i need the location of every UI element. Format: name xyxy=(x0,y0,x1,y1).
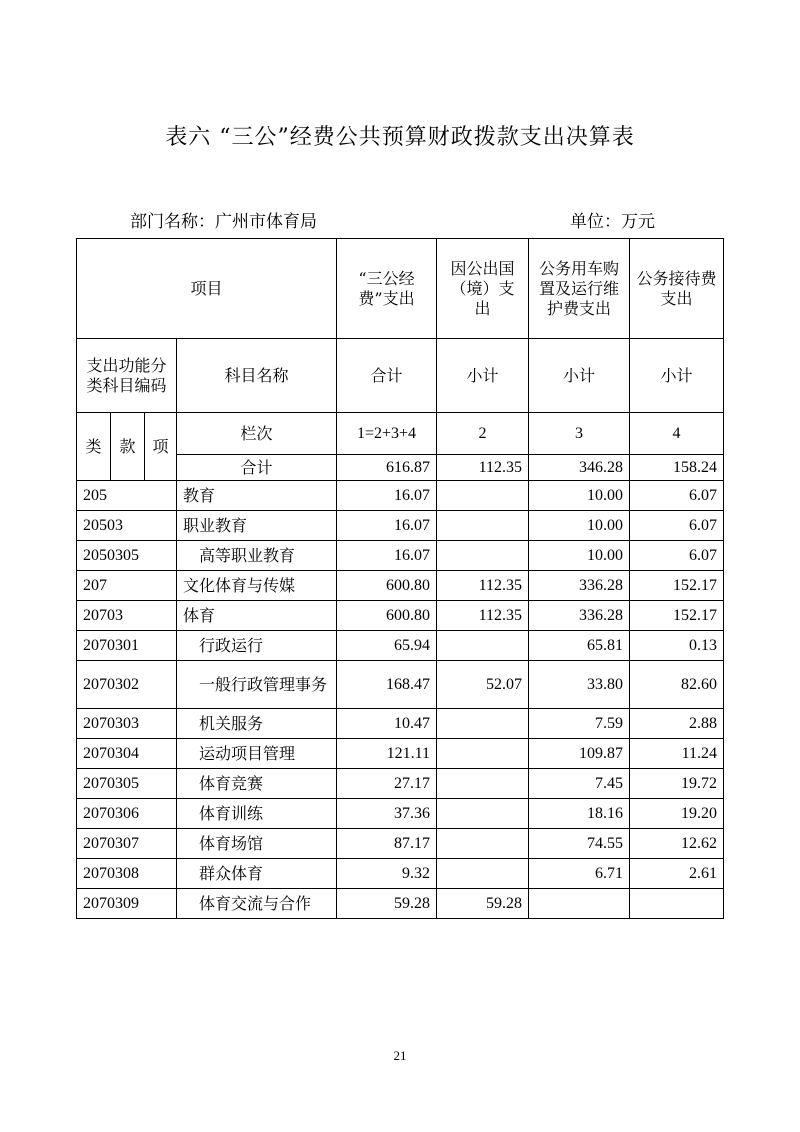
header-subject-name: 科目名称 xyxy=(177,339,337,413)
row-total: 9.32 xyxy=(337,859,437,889)
row-name: 机关服务 xyxy=(177,709,337,739)
row-vehicle: 109.87 xyxy=(529,739,630,769)
expenditure-table xyxy=(76,238,724,919)
row-total: 121.11 xyxy=(337,739,437,769)
header-lanci: 栏次 xyxy=(177,413,337,455)
page-title: 表六 “三公”经费公共预算财政拨款支出决算表 xyxy=(165,125,635,150)
row-name: 高等职业教育 xyxy=(177,541,337,571)
row-abroad: 112.35 xyxy=(437,601,529,631)
row-abroad xyxy=(437,739,529,769)
row-abroad xyxy=(437,631,529,661)
row-code: 2070308 xyxy=(77,859,177,889)
row-total: 59.28 xyxy=(337,889,437,919)
header-col-total: “三公经费”支出 xyxy=(337,239,437,339)
row-name: 体育场馆 xyxy=(177,829,337,859)
row-code: 2070307 xyxy=(77,829,177,859)
row-vehicle: 7.45 xyxy=(529,769,630,799)
row-reception: 19.72 xyxy=(630,769,724,799)
row-abroad xyxy=(437,481,529,511)
row-code: 2070301 xyxy=(77,631,177,661)
total-abroad: 112.35 xyxy=(437,455,529,481)
table-row xyxy=(77,799,724,829)
row-total: 600.80 xyxy=(337,571,437,601)
table-row xyxy=(77,661,724,709)
row-total: 168.47 xyxy=(337,661,437,709)
row-name: 群众体育 xyxy=(177,859,337,889)
row-reception: 6.07 xyxy=(630,481,724,511)
row-total: 87.17 xyxy=(337,829,437,859)
row-abroad xyxy=(437,769,529,799)
row-code: 20503 xyxy=(77,511,177,541)
row-abroad: 52.07 xyxy=(437,661,529,709)
row-total: 27.17 xyxy=(337,769,437,799)
row-reception: 19.20 xyxy=(630,799,724,829)
row-reception: 6.07 xyxy=(630,511,724,541)
header-lanci-abroad: 2 xyxy=(437,413,529,455)
row-vehicle: 74.55 xyxy=(529,829,630,859)
row-vehicle: 18.16 xyxy=(529,799,630,829)
row-vehicle: 6.71 xyxy=(529,859,630,889)
row-reception: 11.24 xyxy=(630,739,724,769)
header-kuan: 款 xyxy=(111,413,145,481)
unit-label: 单位：万元 xyxy=(570,212,655,232)
row-abroad xyxy=(437,511,529,541)
row-code: 2070309 xyxy=(77,889,177,919)
header-item: 项目 xyxy=(77,239,337,339)
row-total: 600.80 xyxy=(337,601,437,631)
header-col-vehicle: 公务用车购置及运行维护费支出 xyxy=(529,239,630,339)
table-row xyxy=(77,859,724,889)
row-vehicle: 10.00 xyxy=(529,541,630,571)
row-reception: 0.13 xyxy=(630,631,724,661)
header-sub-reception: 小计 xyxy=(630,339,724,413)
row-name: 文化体育与传媒 xyxy=(177,571,337,601)
row-code: 207 xyxy=(77,571,177,601)
row-total: 37.36 xyxy=(337,799,437,829)
row-abroad xyxy=(437,709,529,739)
row-name: 运动项目管理 xyxy=(177,739,337,769)
row-vehicle: 65.81 xyxy=(529,631,630,661)
row-name: 体育交流与合作 xyxy=(177,889,337,919)
total-reception: 158.24 xyxy=(630,455,724,481)
row-name: 体育竞赛 xyxy=(177,769,337,799)
row-total: 16.07 xyxy=(337,541,437,571)
row-name: 行政运行 xyxy=(177,631,337,661)
row-abroad xyxy=(437,829,529,859)
row-name: 一般行政管理事务 xyxy=(177,661,337,709)
table-row xyxy=(77,571,724,601)
header-lei: 类 xyxy=(77,413,111,481)
row-vehicle: 33.80 xyxy=(529,661,630,709)
row-total: 10.47 xyxy=(337,709,437,739)
header-lanci-vehicle: 3 xyxy=(529,413,630,455)
table-body xyxy=(77,239,724,919)
table-row xyxy=(77,511,724,541)
row-total: 16.07 xyxy=(337,481,437,511)
row-reception xyxy=(630,889,724,919)
row-code: 2070305 xyxy=(77,769,177,799)
table-row xyxy=(77,481,724,511)
row-code: 2070304 xyxy=(77,739,177,769)
header-col-abroad: 因公出国（境）支出 xyxy=(437,239,529,339)
row-reception: 6.07 xyxy=(630,541,724,571)
row-total: 65.94 xyxy=(337,631,437,661)
row-vehicle: 7.59 xyxy=(529,709,630,739)
row-code: 2070303 xyxy=(77,709,177,739)
total-total: 616.87 xyxy=(337,455,437,481)
table-row xyxy=(77,889,724,919)
table-row xyxy=(77,769,724,799)
row-reception: 2.88 xyxy=(630,709,724,739)
header-row-lanci xyxy=(77,413,724,455)
department-label: 部门名称：广州市体育局 xyxy=(130,212,317,232)
row-vehicle: 10.00 xyxy=(529,511,630,541)
row-total: 16.07 xyxy=(337,511,437,541)
row-reception: 82.60 xyxy=(630,661,724,709)
header-sub-total: 合计 xyxy=(337,339,437,413)
row-code: 2070306 xyxy=(77,799,177,829)
row-name: 体育 xyxy=(177,601,337,631)
row-vehicle xyxy=(529,889,630,919)
row-abroad xyxy=(437,799,529,829)
total-vehicle: 346.28 xyxy=(529,455,630,481)
row-vehicle: 336.28 xyxy=(529,601,630,631)
row-name: 体育训练 xyxy=(177,799,337,829)
row-abroad: 112.35 xyxy=(437,571,529,601)
row-code: 205 xyxy=(77,481,177,511)
table-row xyxy=(77,541,724,571)
header-lanci-reception: 4 xyxy=(630,413,724,455)
header-code-label: 支出功能分类科目编码 xyxy=(77,339,177,413)
table-row xyxy=(77,601,724,631)
header-sub-vehicle: 小计 xyxy=(529,339,630,413)
row-abroad xyxy=(437,541,529,571)
row-vehicle: 336.28 xyxy=(529,571,630,601)
table-row xyxy=(77,829,724,859)
row-abroad: 59.28 xyxy=(437,889,529,919)
row-name: 职业教育 xyxy=(177,511,337,541)
page-number: 21 xyxy=(393,1048,407,1063)
row-abroad xyxy=(437,859,529,889)
header-lanci-total: 1=2+3+4 xyxy=(337,413,437,455)
total-label: 合计 xyxy=(177,455,337,481)
header-col-reception: 公务接待费支出 xyxy=(630,239,724,339)
table-row xyxy=(77,709,724,739)
row-vehicle: 10.00 xyxy=(529,481,630,511)
row-reception: 12.62 xyxy=(630,829,724,859)
table-row xyxy=(77,631,724,661)
row-name: 教育 xyxy=(177,481,337,511)
header-sub-abroad: 小计 xyxy=(437,339,529,413)
row-code: 2070302 xyxy=(77,661,177,709)
header-row-sub xyxy=(77,339,724,413)
row-reception: 152.17 xyxy=(630,601,724,631)
row-code: 20703 xyxy=(77,601,177,631)
header-xiang: 项 xyxy=(145,413,177,481)
row-reception: 2.61 xyxy=(630,859,724,889)
header-row-main xyxy=(77,239,724,339)
row-code: 2050305 xyxy=(77,541,177,571)
row-reception: 152.17 xyxy=(630,571,724,601)
table-row xyxy=(77,739,724,769)
